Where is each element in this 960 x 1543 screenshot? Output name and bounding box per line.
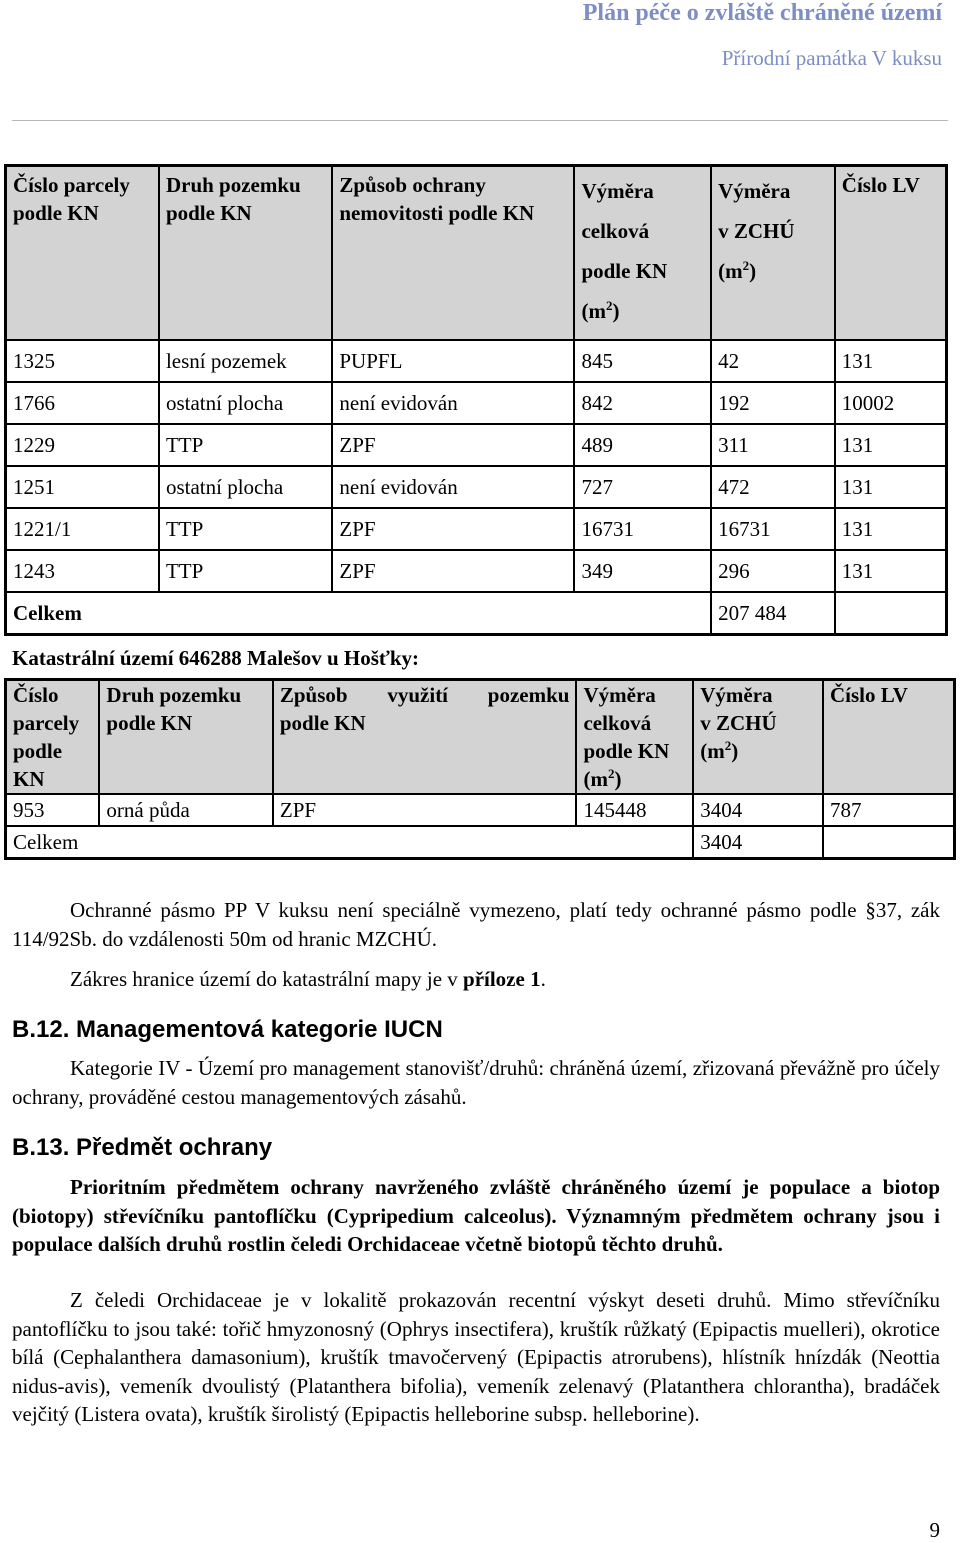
table-total-row [6, 592, 947, 635]
table-row: 1221/1 TTP ZPF 16731 16731 131 [6, 508, 947, 550]
total-value: 3404 [693, 826, 823, 859]
header-total-area: Výměra celková podle KN $(m^2)$ [574, 166, 711, 341]
total-label: Celkem [6, 592, 712, 635]
header-divider [12, 120, 948, 121]
total-label: Celkem [6, 826, 694, 859]
table-row: 1766 ostatní plocha není evidován 842 192 10002 [6, 382, 947, 424]
map-reference-paragraph: Zákres hranice území do katastrální mapy je v příloze 1. [70, 967, 546, 991]
header-land-type: Druh pozemku podle KN [99, 680, 272, 795]
protection-zone-paragraph: Ochranné pásmo PP V kuksu není speciálně vymezeno, platí tedy ochranné pásmo podle §37, zák 114/92Sb. do vzdálenosti 50m od hranic MZCHÚ. [12, 898, 940, 951]
table-header-row [6, 680, 955, 795]
header-area-zchu: Výměra v ZCHÚ $(m^2)$ [711, 166, 835, 341]
header-total-area: Výměra celková podle KN $(m^2)$ [576, 680, 693, 795]
section-heading-b12: B.12. Managementová kategorie IUCN [12, 1016, 443, 1043]
appendix-link: příloze 1 [463, 967, 541, 991]
header-area-zchu: Výměra v ZCHÚ $(m^2)$ [693, 680, 823, 795]
header-protection-method: Způsob ochrany nemovitosti podle KN [332, 166, 574, 341]
total-value: 207 484 [711, 592, 835, 635]
document-subtitle: Přírodní památka V kuksu [721, 46, 942, 70]
parcel-table-1 [4, 164, 948, 636]
table-row: 1243 TTP ZPF 349 296 131 [6, 550, 947, 592]
priority-subject-paragraph: Prioritním předmětem ochrany navrženého zvláště chráněného území je populace a biotop (biotopy) střevíčníku pantoflíčku (Cypripedium calceolus). Významným předmětem ochrany jsou i populace dalších druhů rostlin čeledi Orchidaceae včetně biotopů těchto druhů. [12, 1175, 940, 1256]
table-total-row [6, 826, 955, 859]
header-lv-number: Číslo LV [835, 166, 947, 341]
orchid-species-paragraph: Z čeledi Orchidaceae je v lokalitě prokazován recentní výskyt deseti druhů. Mimo střevíčníku pantoflíčku to jsou také: tořič hmyzonosný (Ophrys insectifera), kruštík růžkatý (Epipactis muelleri), okrotice bílá (Cephalanthera damasonium), kruštík tmavočervený (Epipactis atrorubens), hlístník hnízdák (Neottia nidus-avis), vemeník dvoulistý (Platanthera bifolia), vemeník zelenavý (Platanthera chlorantha), bradáček vejčitý (Listera ovata), kruštík širolistý (Epipactis helleborine subsp. helleborine). [12, 1288, 940, 1426]
header-parcel-number: Číslo parcely podle KN [6, 680, 100, 795]
table-row: 1251 ostatní plocha není evidován 727 472 131 [6, 466, 947, 508]
section-heading-b13: B.13. Předmět ochrany [12, 1134, 273, 1161]
cadastral-caption: Katastrální území 646288 Malešov u Hošťky: [12, 646, 420, 670]
document-title: Plán péče o zvláště chráněné území [582, 0, 942, 26]
table-header-row [6, 166, 947, 341]
parcel-table-2 [4, 678, 956, 860]
header-land-type: Druh pozemku podle KN [159, 166, 332, 341]
table-row: 1325 lesní pozemek PUPFL 845 42 131 [6, 340, 947, 382]
table-row: 1229 TTP ZPF 489 311 131 [6, 424, 947, 466]
table-row: 953 orná půda ZPF 145448 3404 787 [6, 794, 955, 826]
header-lv-number: Číslo LV [823, 680, 955, 795]
page-number: 9 [929, 1518, 940, 1542]
iucn-category-paragraph: Kategorie IV - Území pro management stanovišť/druhů: chráněná území, zřizovaná převážně pro účely ochrany, prováděné cestou managementových zásahů. [12, 1056, 940, 1109]
header-parcel-number: Číslo parcely podle KN [6, 166, 159, 341]
header-land-use: Způsob využití pozemku podle KN [273, 680, 577, 795]
